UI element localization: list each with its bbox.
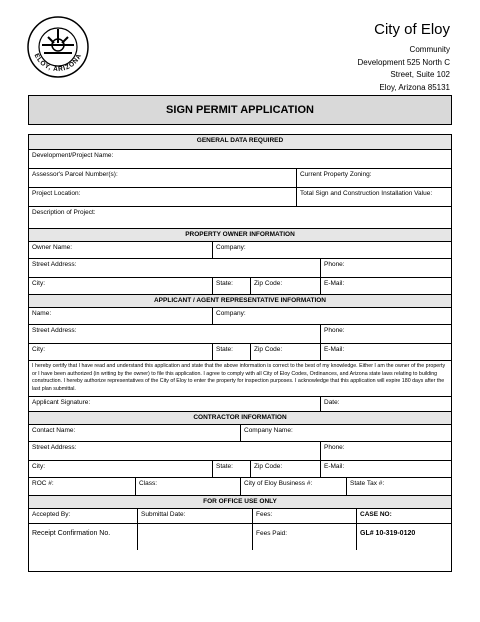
applicant-state-field[interactable]: State: [213, 344, 251, 360]
receipt-confirmation-field[interactable]: Receipt Confirmation No. [29, 524, 138, 550]
certification-statement: I hereby certify that I have read and understand this application and state that the above information is correct to the best of my knowledge. Either I am the owner of the property or I have been authorized (in writing by the owner) to file this application. I agree to comply with all City of Eloy Codes, Ordinances, and Arizona state laws relating to building construction. I hereby authorize representatives of the City of Eloy to enter the property for inspection purposes. I acknowledge that this application will expire 180 days after the last plan submittal. [32, 363, 446, 392]
contractor-company-field[interactable]: Company Name: [244, 427, 293, 434]
owner-name-field[interactable]: Owner Name: [29, 242, 213, 258]
owner-company-field[interactable]: Company: [216, 244, 246, 251]
business-number-field[interactable]: City of Eloy Business #: [241, 478, 347, 495]
section-heading: FOR OFFICE USE ONLY [29, 496, 451, 508]
city-seal-logo [26, 15, 90, 79]
section-header-owner [29, 229, 451, 242]
contractor-state-field[interactable]: State: [213, 461, 251, 477]
address-line: Development 525 North C [357, 57, 450, 67]
contact-name-field[interactable]: Contact Name: [29, 425, 241, 441]
owner-state-field[interactable]: State: [213, 278, 251, 294]
owner-street-field[interactable]: Street Address: [29, 259, 321, 277]
svg-text:ELOY, ARIZONA: ELOY, ARIZONA [32, 52, 84, 74]
owner-email-field[interactable]: E-Mail: [324, 280, 345, 287]
section-header-office [29, 496, 451, 509]
applicant-date-field[interactable]: Date: [324, 399, 340, 406]
contractor-phone-field[interactable]: Phone: [324, 444, 345, 451]
address-line: Community [409, 45, 450, 54]
form-title: SIGN PERMIT APPLICATION [28, 95, 452, 125]
contractor-email-field[interactable]: E-Mail: [324, 463, 345, 470]
owner-city-field[interactable]: City: [29, 278, 213, 294]
owner-phone-field[interactable]: Phone: [324, 261, 345, 268]
section-heading: APPLICANT / AGENT REPRESENTATIVE INFORMATION [29, 295, 451, 307]
section-heading: GENERAL DATA REQUIRED [29, 135, 451, 149]
fees-field[interactable]: Fees: [253, 509, 357, 523]
case-number-field[interactable]: CASE NO: [360, 511, 392, 518]
applicant-phone-field[interactable]: Phone: [324, 327, 345, 334]
applicant-signature-field[interactable]: Applicant Signature: [29, 397, 321, 411]
section-heading: CONTRACTOR INFORMATION [29, 412, 451, 424]
permit-form [28, 134, 452, 572]
applicant-zip-field[interactable]: Zip Code: [251, 344, 321, 360]
project-location-field[interactable]: Project Location: [29, 188, 297, 206]
department-address [330, 44, 450, 94]
contractor-street-field[interactable]: Street Address: [29, 442, 321, 460]
contractor-zip-field[interactable]: Zip Code: [251, 461, 321, 477]
development-name-field[interactable]: Development/Project Name: [32, 152, 114, 159]
section-heading: PROPERTY OWNER INFORMATION [29, 229, 451, 241]
accepted-by-field[interactable]: Accepted By: [29, 509, 138, 523]
section-header-contractor [29, 412, 451, 425]
parcel-number-field[interactable]: Assessor's Parcel Number(s): [29, 169, 297, 187]
gl-account-number: GL# 10-319-0120 [360, 530, 416, 537]
applicant-name-field[interactable]: Name: [29, 308, 213, 324]
address-line: Street, Suite 102 [390, 70, 450, 79]
project-description-field[interactable]: Description of Project: [32, 209, 96, 216]
sign-value-field[interactable]: Total Sign and Construction Installation Value: [300, 190, 433, 197]
fees-paid-field[interactable]: Fees Paid: [253, 524, 357, 550]
section-header-general [29, 135, 451, 150]
address-line: Eloy, Arizona 85131 [379, 82, 450, 92]
applicant-email-field[interactable]: E-Mail: [324, 346, 345, 353]
owner-zip-field[interactable]: Zip Code: [251, 278, 321, 294]
roc-number-field[interactable]: ROC #: [29, 478, 136, 495]
applicant-street-field[interactable]: Street Address: [29, 325, 321, 343]
applicant-city-field[interactable]: City: [29, 344, 213, 360]
applicant-company-field[interactable]: Company: [216, 310, 246, 317]
receipt-blank-field[interactable] [138, 524, 253, 550]
submittal-date-field[interactable]: Submittal Date: [138, 509, 253, 523]
contractor-city-field[interactable]: City: [29, 461, 213, 477]
state-tax-field[interactable]: State Tax #: [350, 480, 385, 487]
contractor-class-field[interactable]: Class: [136, 478, 241, 495]
section-header-applicant [29, 295, 451, 308]
current-zoning-field[interactable]: Current Property Zoning: [300, 171, 372, 178]
city-name: City of Eloy [374, 21, 450, 38]
